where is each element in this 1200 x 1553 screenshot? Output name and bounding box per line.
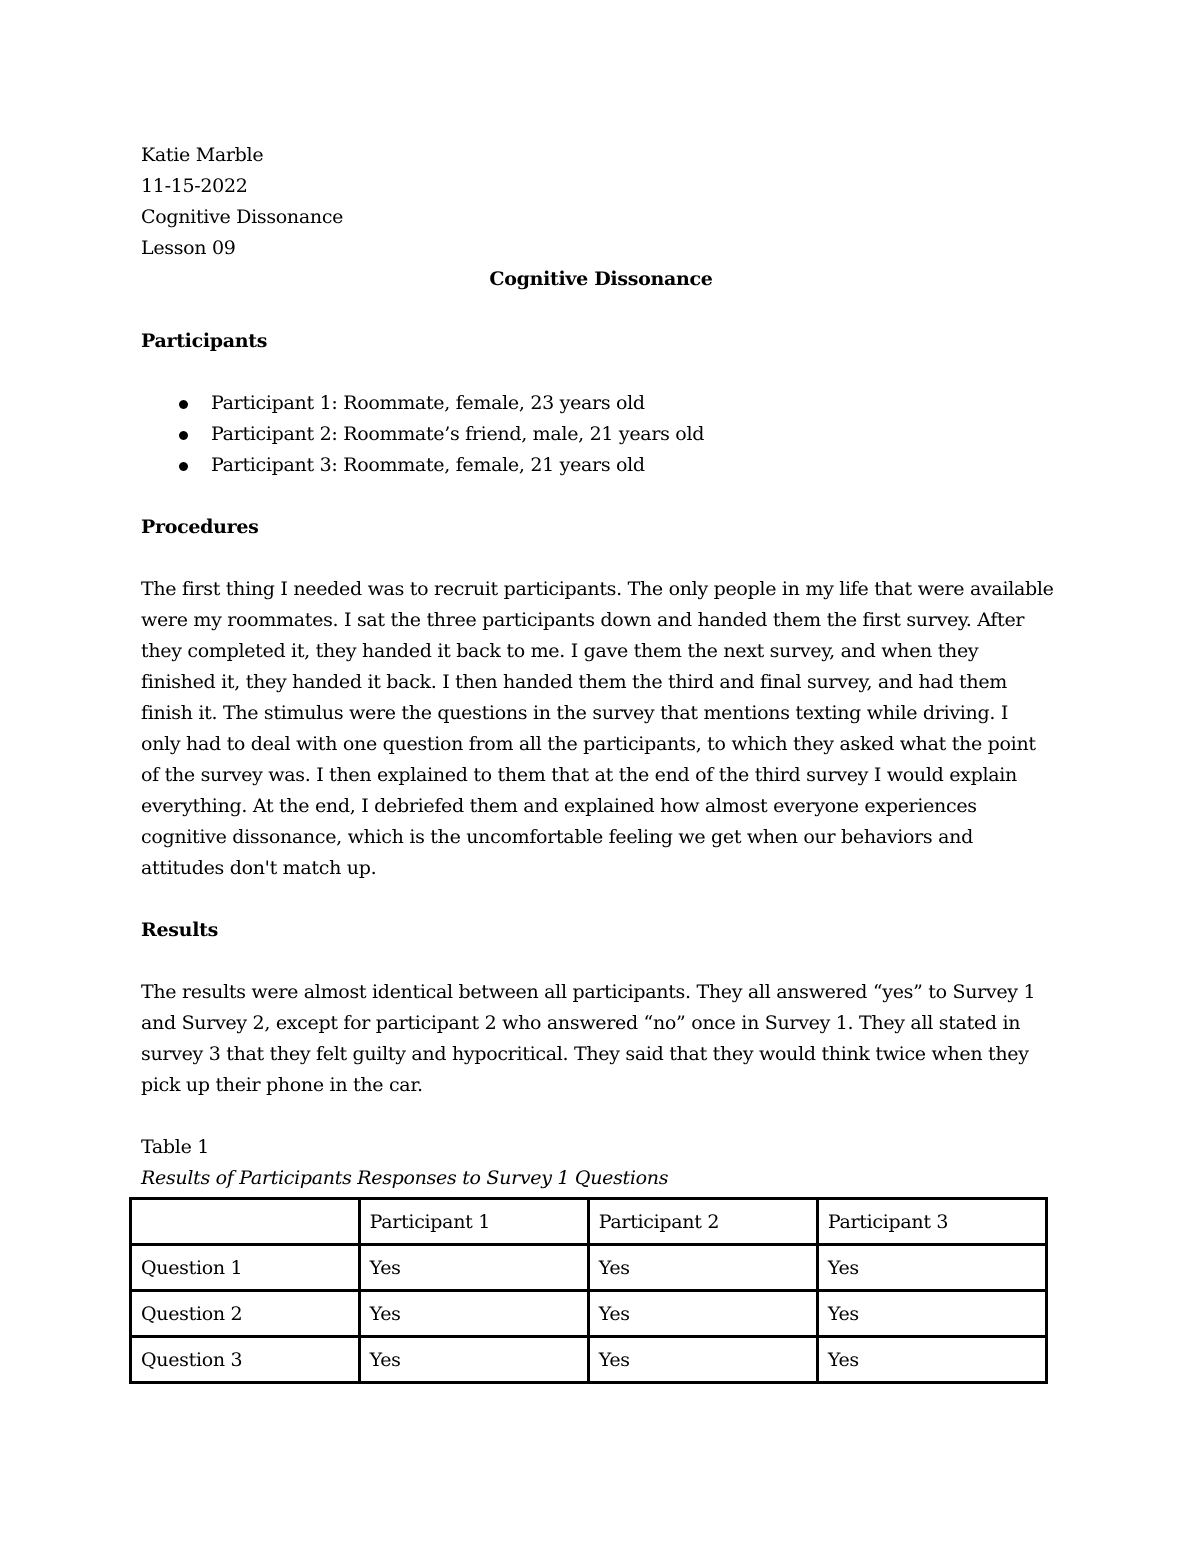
paragraph-line: only had to deal with one question from all the participants, to which they asked what the point [141,733,1036,755]
participants-list [141,388,1061,481]
document-date: 11-15-2022 [141,175,248,197]
table-cell: Question 3 [131,1337,360,1383]
participant-text: Participant 3: Roommate, female, 21 years old [211,454,645,476]
table-cell: Yes [359,1291,588,1337]
table-cell: Yes [588,1245,817,1291]
participant-text: Participant 1: Roommate, female, 23 years old [211,392,645,414]
table-cell: Yes [588,1291,817,1337]
table-cell: Yes [817,1291,1046,1337]
paragraph-line: survey 3 that they felt guilty and hypocritical. They said that they would think twice when they [141,1043,1029,1065]
course-name: Cognitive Dissonance [141,206,344,228]
table-cell: Yes [359,1337,588,1383]
paragraph-line: were my roommates. I sat the three participants down and handed them the first survey. After [141,609,1025,631]
table-header-row [131,1199,1047,1245]
results-paragraph [141,977,1061,1101]
table-cell: Yes [817,1337,1046,1383]
paragraph-line: and Survey 2, except for participant 2 who answered “no” once in Survey 1. They all stated in [141,1012,1021,1034]
table-label: Table 1 [141,1136,210,1158]
paragraph-line: finished it, they handed it back. I then handed them the third and final survey, and had them [141,671,1007,693]
paragraph-line: attitudes don't match up. [141,857,377,879]
results-table [129,1197,1048,1384]
paragraph-line: everything. At the end, I debriefed them and explained how almost everyone experiences [141,795,977,817]
paragraph-line: pick up their phone in the car. [141,1074,423,1096]
table-cell: Yes [359,1245,588,1291]
author-name: Katie Marble [141,144,264,166]
paragraph-line: of the survey was. I then explained to them that at the end of the third survey I would explain [141,764,1017,786]
paragraph-line: The first thing I needed was to recruit participants. The only people in my life that were available [141,578,1054,600]
procedures-paragraph [141,574,1061,884]
results-heading: Results [141,919,218,941]
bullet-icon [179,431,188,440]
bullet-icon [179,462,188,471]
paragraph-line: cognitive dissonance, which is the uncomfortable feeling we get when our behaviors and [141,826,973,848]
table-cell: Yes [817,1245,1046,1291]
procedures-heading: Procedures [141,516,259,538]
participant-item [141,419,1061,450]
participant-item [141,450,1061,481]
paragraph-line: The results were almost identical between all participants. They all answered “yes” to Survey 1 [141,981,1036,1003]
table-header-cell [131,1199,360,1245]
table-header-cell: Participant 3 [817,1199,1046,1245]
table-cell: Yes [588,1337,817,1383]
table-header-cell: Participant 1 [359,1199,588,1245]
document-title: Cognitive Dissonance [489,268,713,290]
table-row [131,1291,1047,1337]
participants-heading: Participants [141,330,268,352]
table-header-cell: Participant 2 [588,1199,817,1245]
table-cell: Question 1 [131,1245,360,1291]
table-caption: Results of Participants Responses to Survey 1 Questions [141,1167,669,1189]
bullet-icon [179,400,188,409]
participant-item [141,388,1061,419]
participant-text: Participant 2: Roommate’s friend, male, 21 years old [211,423,705,445]
table-row [131,1245,1047,1291]
table-row [131,1337,1047,1383]
paragraph-line: they completed it, they handed it back to me. I gave them the next survey, and when they [141,640,979,662]
document-body [141,140,1061,1194]
paragraph-line: finish it. The stimulus were the questions in the survey that mentions texting while driving. I [141,702,1009,724]
lesson-name: Lesson 09 [141,237,236,259]
table-cell: Question 2 [131,1291,360,1337]
